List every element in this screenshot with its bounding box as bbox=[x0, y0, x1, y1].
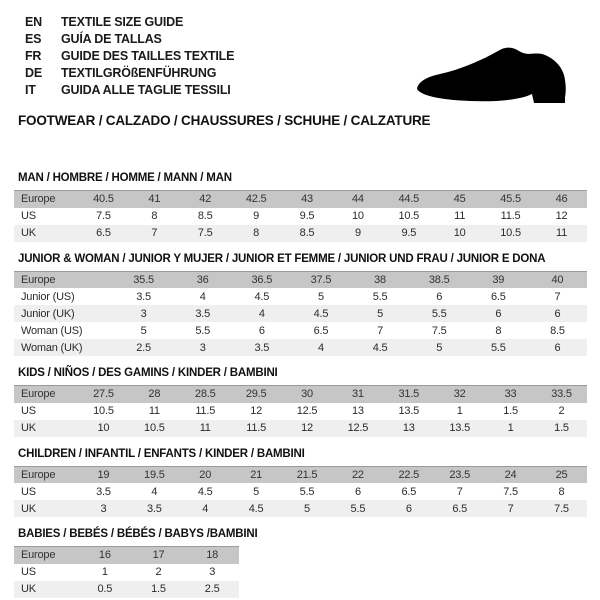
size-cell: 2 bbox=[155, 566, 162, 578]
size-cell: 21 bbox=[231, 466, 282, 483]
size-cell: 8 bbox=[495, 324, 502, 337]
size-cell: 41 bbox=[129, 191, 180, 208]
size-cell: 1 bbox=[101, 566, 108, 578]
size-cell: 2 bbox=[558, 405, 565, 417]
dress-shoe-icon bbox=[414, 42, 584, 108]
size-cell: 22.5 bbox=[383, 466, 434, 483]
size-cell: 4.5 bbox=[197, 485, 213, 498]
table-row bbox=[14, 500, 587, 517]
size-cell: 38 bbox=[351, 271, 410, 288]
language-header bbox=[14, 14, 587, 99]
row-label: UK bbox=[21, 227, 36, 239]
size-cell: 44.5 bbox=[383, 191, 434, 208]
size-cell: 38.5 bbox=[410, 271, 469, 288]
size-cell: 3.5 bbox=[254, 341, 270, 354]
size-cell: 13 bbox=[402, 422, 415, 434]
table-row bbox=[14, 271, 587, 288]
size-cell: 10.5 bbox=[93, 405, 114, 417]
size-cell: 18 bbox=[185, 547, 239, 564]
size-cell: 4 bbox=[317, 341, 324, 354]
size-cell: 7 bbox=[151, 227, 158, 239]
size-cell: 7.5 bbox=[503, 485, 518, 498]
size-cell: 31.5 bbox=[383, 386, 434, 403]
size-cell: 7.5 bbox=[197, 227, 213, 239]
size-cell: 11 bbox=[148, 405, 160, 417]
size-cell: 1.5 bbox=[151, 583, 166, 595]
size-cell: 33.5 bbox=[536, 386, 587, 403]
size-cell: 9 bbox=[253, 210, 260, 222]
size-cell: 1 bbox=[507, 422, 514, 434]
size-cell: 10 bbox=[97, 422, 110, 434]
size-cell: 5 bbox=[436, 341, 443, 354]
size-cell: 5 bbox=[304, 502, 310, 515]
size-cell: 6 bbox=[354, 485, 361, 498]
size-cell: 11 bbox=[199, 422, 211, 434]
size-cell: 12 bbox=[555, 210, 568, 222]
size-cell: 3 bbox=[100, 502, 107, 515]
size-cell: 6 bbox=[554, 341, 561, 354]
size-cell: 3.5 bbox=[195, 307, 211, 320]
size-table-junior-woman bbox=[14, 271, 587, 357]
size-cell: 13 bbox=[351, 405, 364, 417]
size-cell: 3.5 bbox=[96, 485, 111, 498]
size-cell: 40 bbox=[528, 271, 587, 288]
row-label: US bbox=[21, 566, 36, 578]
size-cell: 42.5 bbox=[231, 191, 282, 208]
size-cell: 5.5 bbox=[431, 307, 447, 320]
size-cell: 8 bbox=[253, 227, 260, 239]
size-cell: 5.5 bbox=[490, 341, 506, 354]
language-code: EN bbox=[25, 15, 42, 29]
size-cell: 7 bbox=[456, 485, 463, 498]
row-label: US bbox=[21, 485, 36, 498]
size-cell: 9.5 bbox=[299, 210, 315, 222]
table-title: BABIES / BEBÉS / BÉBÉS / BABYS /BAMBINI bbox=[18, 528, 258, 540]
size-cell: 39 bbox=[469, 271, 528, 288]
table-row bbox=[14, 466, 587, 483]
table-row bbox=[14, 208, 587, 225]
size-cell: 9.5 bbox=[401, 227, 417, 239]
row-label: Europe bbox=[14, 466, 78, 483]
size-cell: 7.5 bbox=[554, 502, 569, 515]
table-title: CHILDREN / INFANTIL / ENFANTS / KINDER / BAMBINI bbox=[18, 447, 305, 460]
size-cell: 5.5 bbox=[350, 502, 366, 515]
size-cell: 10.5 bbox=[500, 227, 521, 239]
size-cell: 6.5 bbox=[96, 227, 111, 239]
size-cell: 32 bbox=[434, 386, 485, 403]
size-cell: 5 bbox=[140, 324, 147, 337]
size-cell: 5 bbox=[317, 290, 324, 303]
size-cell: 28.5 bbox=[180, 386, 231, 403]
size-cell: 36 bbox=[173, 271, 232, 288]
language-code: DE bbox=[25, 66, 42, 80]
size-cell: 2.5 bbox=[136, 341, 151, 354]
size-cell: 12.5 bbox=[296, 405, 318, 417]
size-cell: 4.5 bbox=[254, 290, 270, 303]
size-table-man bbox=[14, 190, 587, 242]
size-cell: 3.5 bbox=[146, 502, 162, 515]
row-label: UK bbox=[21, 422, 36, 434]
row-label: Europe bbox=[14, 386, 78, 403]
size-cell: 10.5 bbox=[398, 210, 420, 222]
size-cell: 6 bbox=[554, 307, 561, 320]
size-cell: 8 bbox=[151, 210, 158, 222]
size-cell: 11 bbox=[555, 227, 568, 239]
size-cell: 4 bbox=[258, 307, 265, 320]
size-cell: 4 bbox=[202, 502, 209, 515]
size-cell: 8.5 bbox=[550, 324, 565, 337]
size-cell: 3 bbox=[140, 307, 147, 320]
size-table-children bbox=[14, 466, 587, 518]
size-table-section-babies bbox=[14, 528, 587, 598]
size-table-section-man bbox=[14, 172, 587, 242]
size-cell: 19 bbox=[78, 466, 129, 483]
size-cell: 6.5 bbox=[452, 502, 468, 515]
table-row bbox=[14, 322, 587, 339]
size-cell: 4.5 bbox=[372, 341, 388, 354]
size-cell: 16 bbox=[78, 547, 132, 564]
size-cell: 7 bbox=[507, 502, 514, 515]
row-label: Woman (UK) bbox=[21, 341, 83, 354]
size-cell: 11 bbox=[454, 210, 466, 222]
size-cell: 37.5 bbox=[291, 271, 350, 288]
size-cell: 3 bbox=[199, 341, 206, 354]
language-code: FR bbox=[25, 49, 42, 63]
size-cell: 22 bbox=[332, 466, 383, 483]
size-cell: 8.5 bbox=[197, 210, 213, 222]
size-cell: 8.5 bbox=[299, 227, 315, 239]
size-cell: 10 bbox=[351, 210, 364, 222]
size-cell: 44 bbox=[332, 191, 383, 208]
size-cell: 6 bbox=[405, 502, 412, 515]
size-cell: 4 bbox=[199, 290, 206, 303]
table-row bbox=[14, 403, 587, 420]
row-label: Junior (US) bbox=[21, 290, 75, 303]
size-cell: 6.5 bbox=[401, 485, 417, 498]
table-row bbox=[14, 420, 587, 437]
table-row bbox=[14, 191, 587, 208]
size-cell: 7.5 bbox=[96, 210, 111, 222]
size-cell: 10 bbox=[453, 227, 466, 239]
size-cell: 4.5 bbox=[313, 307, 329, 320]
size-cell: 1.5 bbox=[503, 405, 518, 417]
row-label: US bbox=[21, 405, 36, 417]
size-cell: 8 bbox=[558, 485, 565, 498]
row-label: UK bbox=[21, 502, 36, 515]
row-label: Europe bbox=[14, 191, 78, 208]
size-cell: 5.5 bbox=[195, 324, 211, 337]
table-row bbox=[14, 288, 587, 305]
size-cell: 1 bbox=[456, 405, 463, 417]
row-label: Europe bbox=[14, 271, 114, 288]
size-cell: 30 bbox=[282, 386, 333, 403]
size-cell: 45 bbox=[434, 191, 485, 208]
size-cell: 17 bbox=[132, 547, 186, 564]
size-cell: 12.5 bbox=[347, 422, 369, 434]
table-row bbox=[14, 305, 587, 322]
size-cell: 45.5 bbox=[485, 191, 536, 208]
size-cell: 12 bbox=[250, 405, 263, 417]
size-cell: 9 bbox=[354, 227, 361, 239]
size-cell: 42 bbox=[180, 191, 231, 208]
size-cell: 5.5 bbox=[372, 290, 388, 303]
table-row bbox=[14, 547, 239, 564]
row-label: Junior (UK) bbox=[21, 307, 75, 320]
size-cell: 6 bbox=[495, 307, 502, 320]
size-cell: 2.5 bbox=[204, 583, 220, 595]
size-cell: 4.5 bbox=[248, 502, 264, 515]
table-row bbox=[14, 564, 239, 581]
size-cell: 46 bbox=[536, 191, 587, 208]
size-cell: 0.5 bbox=[97, 583, 113, 595]
size-cell: 19.5 bbox=[129, 466, 180, 483]
size-cell: 29.5 bbox=[231, 386, 282, 403]
size-cell: 27.5 bbox=[78, 386, 129, 403]
size-table-section-junior-woman bbox=[14, 253, 587, 357]
size-cell: 6 bbox=[436, 290, 443, 303]
size-cell: 43 bbox=[282, 191, 333, 208]
table-row bbox=[14, 581, 239, 598]
row-label: UK bbox=[21, 583, 36, 595]
language-code: IT bbox=[25, 83, 36, 97]
size-cell: 25 bbox=[536, 466, 587, 483]
size-cell: 35.5 bbox=[114, 271, 173, 288]
size-cell: 20 bbox=[180, 466, 231, 483]
size-table-kids bbox=[14, 385, 587, 437]
size-table-section-kids bbox=[14, 367, 587, 437]
size-cell: 10.5 bbox=[144, 422, 165, 434]
size-cell: 3 bbox=[209, 566, 216, 578]
size-cell: 21.5 bbox=[282, 466, 333, 483]
table-row bbox=[14, 386, 587, 403]
table-title: JUNIOR & WOMAN / JUNIOR Y MUJER / JUNIOR ET FEMME / JUNIOR UND FRAU / JUNIOR E DONA bbox=[18, 252, 546, 265]
table-title: MAN / HOMBRE / HOMME / MANN / MAN bbox=[18, 172, 232, 184]
size-cell: 6.5 bbox=[490, 290, 506, 303]
size-cell: 7 bbox=[554, 290, 561, 303]
size-cell: 40.5 bbox=[78, 191, 129, 208]
size-cell: 33 bbox=[485, 386, 536, 403]
language-label: TEXTILE SIZE GUIDE bbox=[61, 15, 184, 29]
size-cell: 4 bbox=[151, 485, 158, 498]
category-heading: FOOTWEAR / CALZADO / CHAUSSURES / SCHUHE / CALZATURE bbox=[18, 113, 431, 128]
size-cell: 5 bbox=[253, 485, 260, 498]
size-cell: 5.5 bbox=[299, 485, 315, 498]
language-code: ES bbox=[25, 32, 42, 46]
size-cell: 36.5 bbox=[232, 271, 291, 288]
language-label: GUIDA ALLE TAGLIE TESSILI bbox=[61, 83, 231, 97]
size-cell: 28 bbox=[129, 386, 180, 403]
table-row bbox=[14, 339, 587, 356]
size-cell: 3.5 bbox=[136, 290, 151, 303]
size-table-babies bbox=[14, 546, 239, 598]
table-row bbox=[14, 483, 587, 500]
size-cell: 13.5 bbox=[449, 422, 470, 434]
size-cell: 24 bbox=[485, 466, 536, 483]
size-cell: 5 bbox=[377, 307, 384, 320]
size-cell: 6 bbox=[258, 324, 265, 337]
language-label: TEXTILGRÖßENFÜHRUNG bbox=[61, 66, 217, 80]
size-cell: 7.5 bbox=[431, 324, 447, 337]
size-cell: 12 bbox=[301, 422, 313, 434]
table-title: KIDS / NIÑOS / DES GAMINS / KINDER / BAMBINI bbox=[18, 367, 278, 379]
size-cell: 11.5 bbox=[195, 405, 216, 417]
language-label: GUÍA DE TALLAS bbox=[61, 32, 162, 46]
size-cell: 31 bbox=[332, 386, 383, 403]
table-row bbox=[14, 225, 587, 242]
row-label: US bbox=[21, 210, 36, 222]
size-cell: 13.5 bbox=[398, 405, 420, 417]
language-label: GUIDE DES TAILLES TEXTILE bbox=[61, 49, 235, 63]
size-cell: 7 bbox=[377, 324, 384, 337]
language-row bbox=[14, 14, 587, 31]
row-label: Woman (US) bbox=[21, 324, 83, 337]
size-cell: 11.5 bbox=[500, 210, 521, 222]
size-cell: 1.5 bbox=[554, 422, 569, 434]
size-cell: 23.5 bbox=[434, 466, 485, 483]
row-label: Europe bbox=[14, 547, 78, 564]
size-cell: 6.5 bbox=[313, 324, 329, 337]
size-table-section-children bbox=[14, 448, 587, 518]
size-cell: 11.5 bbox=[246, 422, 267, 434]
